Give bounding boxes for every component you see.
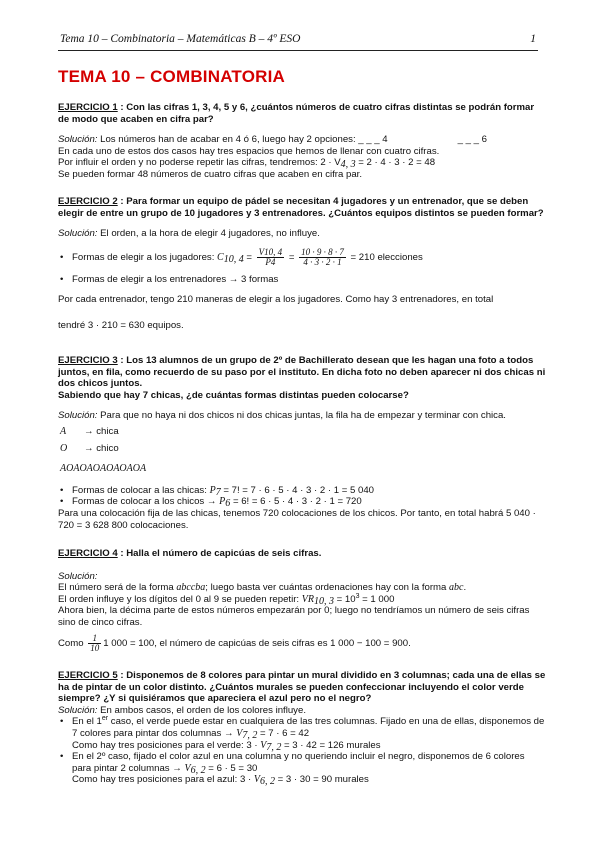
ex4-line1-m1: abccba bbox=[176, 582, 206, 594]
page-header bbox=[60, 33, 536, 45]
ex2-line2: Por cada entrenador, tengo 210 maneras de elegir a los jugadores. Como hay 3 entrenadores, en total bbox=[58, 294, 494, 306]
ex1-line4: Se pueden formar 48 números de cuatro cifras que acaben en cifra par. bbox=[58, 168, 362, 180]
exercise-4-question bbox=[58, 548, 546, 560]
ex2-bullet-1: • Formas de elegir a los jugadores: $C_{10, 4}$ = $\frac{V10, 4}{P4}$ = $\frac{10 \cdot 9 \cdot 8 \cdot 7}{4 \cdot 3 \cdot 2 \cdot 1}$ = 210 elecciones bbox=[58, 246, 546, 270]
ex5-b1b: caso, el verde puede estar en cualquiera de las tres columnas. Fijado en una de ellas, disponemos de 7 colores para pintar dos columnas → bbox=[72, 716, 545, 739]
ex5-line1 bbox=[58, 705, 546, 717]
ex5-b2-vsub: 6, 2 bbox=[190, 764, 206, 776]
ex4-line4b: 1 000 = 100, el número de capicúas de seis cifras es 1 000 − 100 = 900. bbox=[103, 637, 411, 649]
ex2-b1-text: Formas de elegir a los jugadores: bbox=[72, 251, 218, 263]
ex5-b2-l2-sub: 6, 2 bbox=[259, 776, 275, 788]
ex5-bullet-1 bbox=[58, 716, 546, 739]
solution-label: Solución: bbox=[58, 704, 98, 716]
ex5-b2-l2: Como hay tres posiciones para el azul: 3 · bbox=[72, 774, 254, 786]
exercise-4-label: EJERCICIO 4 bbox=[58, 548, 118, 559]
solution-label: Solución: bbox=[58, 228, 98, 240]
ex4-line4 bbox=[58, 632, 546, 656]
ex5-b1-vsub: 7, 2 bbox=[242, 729, 258, 741]
exercise-3 bbox=[58, 355, 546, 531]
ex5-b1a: En el 1 bbox=[72, 716, 102, 728]
ex4-line2-sub: 10, 3 bbox=[313, 595, 334, 607]
ex4-line1a: El número será de la forma bbox=[58, 582, 177, 594]
exercise-5-text: : Disponemos de 8 colores para pintar un mural dividido en 3 columnas; cada una de ellas se ha de pintar de un color distinto. ¿Cuántos murales se pueden confeccionar incluyendo el color verde siempre? ¿Y si quisiéramos que apareciera el azul pero no el negro? bbox=[58, 670, 546, 705]
ex1-line1: Los números han de acabar en 4 ó 6, luego hay 2 opciones: _ _ _ 4 bbox=[100, 134, 388, 146]
header-divider bbox=[58, 50, 538, 51]
ex5-b1-l2-sub: 7, 2 bbox=[266, 741, 282, 753]
ex4-line2 bbox=[58, 594, 546, 606]
exercise-5 bbox=[58, 670, 546, 786]
ex4-line1 bbox=[58, 582, 546, 594]
ex3-pattern: AOAOAOAOAOAOA bbox=[60, 463, 147, 475]
exercise-3-question-2: Sabiendo que hay 7 chicas, ¿de cuántas formas distintas pueden colocarse? bbox=[58, 389, 409, 401]
ex1-line3-end: = 2 · 4 · 3 · 2 = 48 bbox=[355, 157, 436, 169]
ex4-f-den: 10 bbox=[90, 642, 100, 653]
ex2-line1-text: El orden, a la hora de elegir 4 jugadores, no influye. bbox=[100, 228, 320, 240]
ex4-line2-sup: 3 bbox=[355, 592, 360, 600]
ex3-legend-o bbox=[58, 443, 546, 455]
ex4-line2-text: El orden influye y los dígitos del 0 al 9 se pueden repetir: bbox=[58, 593, 302, 605]
ex2-f2-den: 4 · 3 · 2 · 1 bbox=[303, 256, 342, 267]
ex3-o-text: → chico bbox=[84, 442, 119, 454]
ex3-o-symbol: O bbox=[60, 442, 68, 454]
exercise-2-label: EJERCICIO 2 bbox=[58, 196, 118, 207]
ex3-b1-text: Formas de colocar a las chicas: bbox=[72, 484, 210, 496]
ex3-a-symbol: A bbox=[60, 425, 67, 437]
exercise-5-question bbox=[58, 670, 546, 705]
ex2-fraction-2 bbox=[299, 248, 346, 267]
exercise-3-label: EJERCICIO 3 bbox=[58, 355, 118, 366]
ex5-b1-end: = 7 · 6 = 42 bbox=[257, 727, 310, 739]
ex3-legend-a bbox=[58, 426, 546, 438]
solution-label: Solución: bbox=[58, 410, 98, 422]
ex4-line1c: . bbox=[463, 582, 467, 594]
ex3-b1-psub: 7 bbox=[215, 486, 221, 498]
ex3-line1-text: Para que no haya ni dos chicos ni dos chicas juntas, la fila ha de empezar y terminar con chica. bbox=[100, 410, 506, 422]
ex2-bullet-2: • Formas de elegir a los entrenadores → 3 formas bbox=[58, 274, 546, 286]
exercise-3-question bbox=[58, 355, 546, 390]
ex5-line1-text: En ambos casos, el orden de los colores influye. bbox=[100, 704, 306, 716]
exercise-3-text: : Los 13 alumnos de un grupo de 2º de Bachillerato desean que les hagan una foto a todos juntos, en fila, como recuerdo de su paso por el instituto. En dicha foto no deben aparecer ni dos chicas ni dos chicos juntos. bbox=[58, 355, 546, 390]
ex3-b2-p: P bbox=[219, 496, 226, 508]
ex3-bullet-2 bbox=[58, 496, 546, 508]
exercise-4-text: : Halla el número de capicúas de seis cifras. bbox=[120, 548, 322, 559]
ex3-line2: Para una colocación fija de las chicas, tenemos 720 colocaciones de los chicos. Por tanto, en total habrá 5 040 · 720 = 3 628 800 colocaciones. bbox=[58, 507, 536, 531]
ex5-b2-l2-end: = 3 · 30 = 90 murales bbox=[274, 774, 369, 786]
page-number: 1 bbox=[530, 33, 536, 45]
ex4-line2-end: = 10 bbox=[333, 593, 356, 605]
solution-label: Solución: bbox=[58, 134, 98, 146]
header-title: Tema 10 – Combinatoria – Matemáticas B – 4º ESO bbox=[60, 33, 301, 45]
ex5-b1-v: V bbox=[236, 727, 243, 739]
ex5-b2-v: V bbox=[184, 762, 191, 774]
ex2-b1-end: = 210 elecciones bbox=[350, 251, 423, 263]
exercise-1 bbox=[58, 102, 546, 181]
ex2-f1-den: P4 bbox=[265, 256, 276, 267]
ex1-line2: En cada uno de estos dos casos hay tres espacios que hemos de llenar con cuatro cifras. bbox=[58, 145, 440, 157]
ex3-line1 bbox=[58, 410, 546, 422]
ex4-line1b: ; luego basta ver cuántas ordenaciones hay con la forma bbox=[205, 582, 450, 594]
ex2-b1-c: C bbox=[217, 251, 224, 263]
ex5-b1-sup: er bbox=[101, 715, 109, 723]
solution-label: Solución: bbox=[58, 570, 98, 582]
ex2-f2-num: 10 · 9 · 8 · 7 bbox=[301, 246, 344, 257]
ex5-b2a: En el 2º caso, fijado el color azul en una columna y no queriendo incluir el negro, disponemos de 6 colores para pintar 2 columnas → bbox=[72, 751, 525, 774]
ex2-fraction-1 bbox=[257, 248, 285, 267]
ex3-b2-end: = 6! = 6 · 5 · 4 · 3 · 2 · 1 = 720 bbox=[230, 496, 362, 508]
ex3-a-text: → chica bbox=[84, 425, 119, 437]
exercise-5-label: EJERCICIO 5 bbox=[58, 670, 118, 681]
page-title: TEMA 10 – COMBINATORIA bbox=[58, 67, 285, 86]
ex5-bullet-2 bbox=[58, 751, 546, 774]
ex4-fraction bbox=[88, 634, 101, 653]
exercise-4 bbox=[58, 548, 546, 656]
ex1-line1b: _ _ _ 6 bbox=[457, 134, 487, 146]
ex2-b1-csub: 10, 4 bbox=[223, 253, 244, 265]
ex3-b1-end: = 7! = 7 · 6 · 5 · 4 · 3 · 2 · 1 = 5 040 bbox=[220, 484, 375, 496]
ex5-b2-end: = 6 · 5 = 30 bbox=[205, 762, 258, 774]
ex2-line1 bbox=[58, 228, 546, 240]
ex3-b2-text: Formas de colocar a los chicos → bbox=[72, 496, 220, 508]
ex5-b1-l2-v: V bbox=[260, 739, 267, 751]
ex5-bullet-2-line2 bbox=[58, 774, 546, 786]
ex5-b1-l2: Como hay tres posiciones para el verde: 3 · bbox=[72, 739, 261, 751]
ex4-line1-m2: abc bbox=[449, 582, 464, 594]
ex3-b1-p: P bbox=[209, 484, 216, 496]
ex4-line2-end2: = 1 000 bbox=[359, 593, 395, 605]
ex1-line3-sub: 4, 3 bbox=[340, 159, 356, 171]
ex1-line3-text: Por influir el orden y no poderse repetir las cifras, tendremos: 2 · V bbox=[58, 157, 341, 169]
ex5-b1-l2-end: = 3 · 42 = 126 murales bbox=[281, 739, 381, 751]
exercise-1-solution-line bbox=[58, 134, 546, 146]
ex5-bullet-1-line2 bbox=[58, 740, 546, 752]
exercise-2 bbox=[58, 196, 546, 332]
ex3-b2-psub: 6 bbox=[225, 498, 231, 510]
ex5-b2-l2-v: V bbox=[253, 774, 260, 786]
exercise-2-text: : Para formar un equipo de pádel se necesitan 4 jugadores y un entrenador, que se deben elegir de entre un grupo de 10 jugadores y 3 entrenadores. ¿Cuántos equipos distintos se pueden formar? bbox=[58, 196, 544, 219]
ex4-line4a: Como bbox=[58, 637, 87, 649]
exercise-1-label: EJERCICIO 1 bbox=[58, 102, 118, 113]
ex2-f1-num: V10, 4 bbox=[258, 246, 283, 257]
exercise-1-text: : Con las cifras 1, 3, 4, 5 y 6, ¿cuántos números de cuatro cifras distintas se podrán formar de modo que acaben en cifra par? bbox=[58, 102, 535, 125]
ex2-line3: tendré 3 · 210 = 630 equipos. bbox=[58, 319, 184, 331]
ex3-bullet-1 bbox=[58, 485, 546, 497]
ex4-line3: Ahora bien, la décima parte de estos números empezarán por 0; luego no tendríamos un número de seis cifras sino de cinco cifras. bbox=[58, 605, 530, 628]
exercise-2-question bbox=[58, 196, 546, 219]
ex4-f-num: 1 bbox=[88, 634, 101, 644]
exercise-1-question bbox=[58, 102, 546, 125]
ex4-line2-vr: VR bbox=[301, 593, 314, 605]
ex1-line3 bbox=[58, 157, 546, 169]
